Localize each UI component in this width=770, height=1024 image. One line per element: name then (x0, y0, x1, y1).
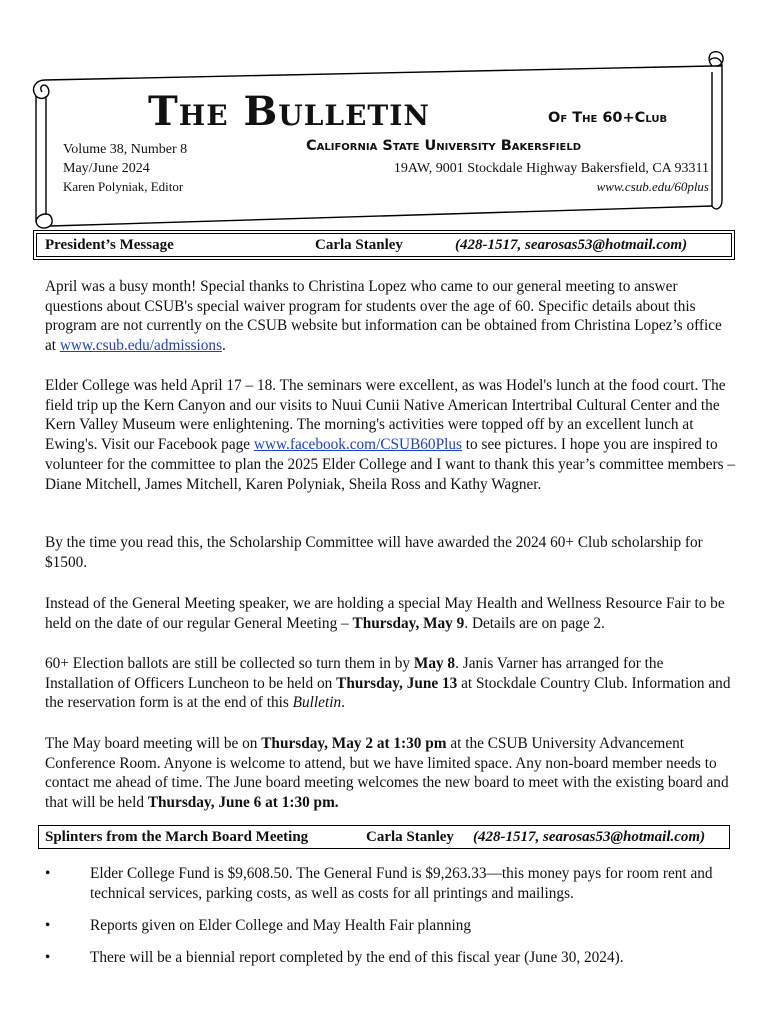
club-website[interactable]: www.csub.edu/60plus (596, 179, 709, 194)
paragraph-health-fair: Instead of the General Meeting speaker, we are holding a special May Health and Wellness Resource Fair to be held on the date of our regular General Meeting – Thursday, May 9. Details are on page 2. (45, 595, 725, 632)
admissions-link[interactable]: www.csub.edu/admissions (59, 337, 223, 355)
facebook-link[interactable]: www.facebook.com/CSUB60Plus (253, 436, 462, 454)
paragraph-special-thanks: April was a busy month! Special thanks to Christina Lopez who came to our general meeting to answer questions about CSUB's special waiver program for students over the age of 60. Specific details about this program are not currently on the CSUB website but information can be obtained from Christina Lopez’s office at www.csub.edu/admissions. (45, 278, 722, 355)
list-item: • There will be a biennial report completed by the end of this fiscal year (June 30, 2024). (45, 949, 624, 966)
section-heading: Splinters from the March Board Meeting (45, 829, 309, 845)
list-item: • Elder College Fund is $9,608.50. The General Fund is $9,263.33—this money pays for room rent and technical services, parking costs, as well as costs for all printings and mailings. (45, 865, 713, 902)
section-heading: President’s Message (45, 237, 174, 253)
bullet-icon: • (45, 917, 51, 934)
paragraph-board-meeting: The May board meeting will be on Thursday, May 2 at 1:30 pm at the CSUB University Advancement Conference Room. Anyone is welcome to attend, but we have limited space. Any non-board member needs to contact me ahead of time. The June board meeting welcomes the new board to meet with the existing board and that will be held Thursday, June 6 at 1:30 pm. (45, 735, 729, 812)
paragraph-election: 60+ Election ballots are still be collected so turn them in by May 8. Janis Varner has arranged for the Installation of Officers Luncheon to be held on Thursday, June 13 at Stockdale Country Club. Information and the reservation form is at the end of this Bulletin. (45, 655, 731, 712)
section-contact: (428-1517, searosas53@hotmail.com) (455, 237, 688, 253)
volume-number: Volume 38, Number 8 (63, 142, 188, 157)
paragraph-elder-college: Elder College was held April 17 – 18. The seminars were excellent, as was Hodel's lunch at the food court. The field trip up the Kern Canyon and our visits to Nuui Cunii Native American Intertribal Cultural Center and the Kern Valley Museum were enlightening. The morning's activities were topped off by an excellent lunch at Ewing's. Visit our Facebook page www.facebook.com/CSUB60Plus to see pictures. I hope you are inspired to volunteer for the committee to plan the 2025 Elder College and I want to thank this year’s committee members – Diane Mitchell, James Mitchell, Karen Polyniak, Sheila Ross and Kathy Wagner. (45, 377, 736, 493)
bullet-icon: • (45, 865, 51, 882)
university-name: California State University Bakersfield (306, 138, 582, 154)
section-contact: (428-1517, searosas53@hotmail.com) (473, 829, 706, 845)
list-item: • Reports given on Elder College and May Health Fair planning (45, 917, 472, 934)
mailing-address: 19AW, 9001 Stockdale Highway Bakersfield, CA 93311 (393, 161, 709, 176)
bullet-icon: • (45, 949, 51, 966)
paragraph-scholarship: By the time you read this, the Scholarship Committee will have awarded the 2024 60+ Club scholarship for $1500. (45, 534, 703, 571)
newsletter-subtitle: Of The 60+Club (548, 110, 668, 126)
section-author: Carla Stanley (366, 829, 454, 845)
newsletter-title: The Bulletin (148, 88, 430, 135)
issue-date: May/June 2024 (63, 161, 150, 176)
editor-credit: Karen Polyniak, Editor (63, 179, 184, 194)
splinters-header (38, 825, 730, 849)
president-message-header (36, 233, 732, 257)
section-author: Carla Stanley (315, 237, 403, 253)
